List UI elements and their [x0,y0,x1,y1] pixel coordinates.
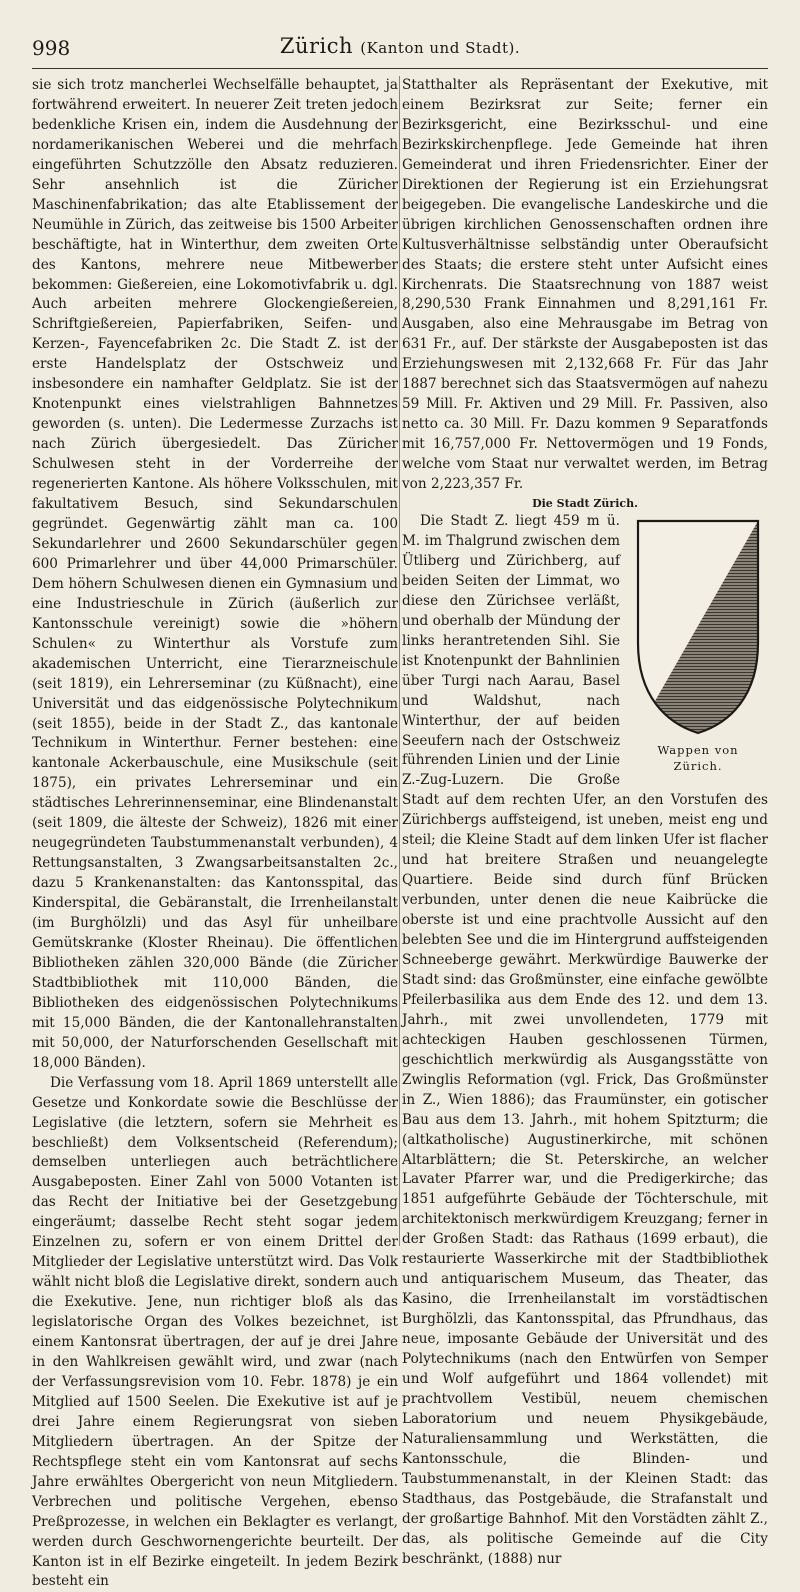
figure-caption-line-2: Zürich. [673,759,723,774]
right-column [402,76,768,1567]
zurich-coat-of-arms-icon [635,518,761,736]
section-heading: Die Stadt Zürich. [532,497,638,511]
coat-of-arms-figure [628,518,768,780]
left-column [32,76,398,1590]
right-paragraph-2: Die Stadt Z. liegt 459 m ü. M. im Thalgrund zwischen dem Ütliberg und Zürichberg, auf beiden Seiten der Limmat, wo diese den Zürichsee verläßt, und oberhalb der Mündung der links herantretenden Sihl. Sie ist Knotenpunkt der Bahnlinien über Turgi nach Aarau, Basel und Waldshut, nach Winterthur, der auf beiden Seeufern nach der Ostschweiz führenden Linien und der Linie Z.-Zug-Luzern. Die Große Stadt auf dem rechten Ufer, an den Vorstufen des Zürichbergs auffsteigend, ist uneben, meist eng und steil; die Kleine Stadt auf dem linken Ufer ist flacher und hat breitere Straßen und neuangelegte Quartiere. Beide sind durch fünf Brücken verbunden, unter denen die neue Kaibrücke die oberste ist und eine prachtvolle Aussicht auf den belebten See und die im Hintergrund auffsteigenden Schneeberge gewährt. Merkwürdige Bauwerke der Stadt sind: das Großmünster, eine einfache gewölbte Pfeilerbasilika aus dem Ende des 12. und dem 13. Jahrh., mit zwei unvollendeten, 1779 mit achteckigen Hauben geschlossenen Türmen, geschichtlich merkwürdig als Ausgangsstätte von Zwinglis Reformation (vgl. Frick, Das Großmünster in Z., Wien 1886); das Fraumünster, ein gotischer Bau aus dem 13. Jahrh., mit hohem Spitzturm; die (altkatholische) Augustinerkirche, mit schönen Altarblättern; die St. Peterskirche, an welcher Lavater Pfarrer war, und die Predigerkirche; das 1851 aufgeführte Gebäude der Töchterschule, mit architektonisch merkwürdigem Kreuzgang; ferner in der Großen Stadt: das Rathaus (1699 erbaut), die restaurierte Wasserkirche mit der Stadtbibliothek und antiquarischem Museum, das Theater, das Kasino, die Irrenheilanstalt im vorstädtischen Burghölzli, das Kantonsspital, das Pfrundhaus, das neue, imposante Gebäude der Universität und des Polytechnikums (nach den Entwürfen von Semper und Wolf aufgeführt und 1864 vollendet) mit prachtvollem Vestibül, neuem chemischen Laboratorium und neuem Physikgebäude, Naturaliensammlung und Werkstätten, die Kantonsschule, die Blinden- und Taubstummenanstalt, in der Kleinen Stadt: das Stadthaus, das Postgebäude, die Strafanstalt und der großartige Bahnhof. Mit den Vorstädten zählt Z., das, als politische Gemeinde auf die City beschränkt, (1888) nur [402,513,768,1567]
running-title-subtitle: (Kanton und Stadt). [360,39,521,57]
running-title-main: Zürich [279,34,354,58]
page-header [32,30,768,64]
running-title [32,34,768,58]
column-divider [399,76,400,1246]
figure-caption-line-1: Wappen von [657,743,739,758]
left-paragraph-2: Die Verfassung vom 18. April 1869 unterstellt alle Gesetze und Konkordate sowie die Beschlüsse der Legislative (die letztern, sofern sie Mehrheit es beschließt) dem Volksentscheid (Referendum); demselben unterliegen auch beträchtlichere Ausgabeposten. Einer Zahl von 5000 Votanten ist das Recht der Initiative bei der Gesetzgebung eingeräumt; dasselbe Recht steht sogar jedem Einzelnen zu, sofern er von einem Drittel der Mitglieder der Legislative unterstützt wird. Das Volk wählt nicht bloß die Legislative direkt, sondern auch die Exekutive. Jene, nun richtiger bloß als das legislatorische Organ des Volkes bezeichnet, ist einem Kantonsrat übertragen, der auf je drei Jahre in den Wahlkreisen gewählt wird, und zwar (nach der Verfassungsrevision vom 10. Febr. 1878) je ein Mitglied auf 1500 Seelen. Die Exekutive ist auf je drei Jahre einem Regierungsrat von sieben Mitgliedern übertragen. An der Spitze der Rechtspflege steht ein vom Kantonsrat auf sechs Jahre erwähltes Obergericht von neun Mitgliedern. Verbrechen und politische Vergehen, ebenso Preßprozesse, in welchen ein Beklagter es verlangt, werden durch Geschwornengerichte beurteilt. Der Kanton ist in elf Bezirke eingeteilt. In jedem Bezirk besteht ein [32,1074,398,1590]
left-paragraph-1: sie sich trotz mancherlei Wechselfälle behauptet, ja fortwährend erweitert. In neuerer Zeit treten jedoch bedenkliche Krisen ein, indem die Ausdehnung der nordamerikanischen Weberei und die mehrfach eingeführten Schutzzölle den Absatz reduzieren. Sehr ansehnlich ist die Züricher Maschinenfabrikation; das alte Etablissement der Neumühle in Zürich, das zeitweise bis 1500 Arbeiter beschäftigte, hat in Winterthur, dem zweiten Orte des Kantons, mehrere neue Mitbewerber bekommen: Gießereien, eine Lokomotivfabrik u. dgl. Auch arbeiten mehrere Glockengießereien, Schriftgießereien, Papierfabriken, Seifen- und Kerzen-, Fayencefabriken 2c. Die Stadt Z. ist der erste Handelsplatz der Ostschweiz und insbesondere ein namhafter Geldplatz. Sie ist der Knotenpunkt eines vielstrahligen Bahnnetzes geworden (s. unten). Die Ledermesse Zurzachs ist nach Zürich übergesiedelt. Das Züricher Schulwesen steht in der Vorderreihe der regenerierten Kantone. Als höhere Volksschulen, mit fakultativem Besuch, sind Sekundarschulen gegründet. Gegenwärtig zählt man ca. 100 Sekundarlehrer und 2600 Sekundarschüler gegen 600 Primarlehrer und über 44,000 Primarschüler. Dem höhern Schulwesen dienen ein Gymnasium und eine Industrieschule in Zürich (äußerlich zur Kantonsschule vereinigt) sowie die »höhern Schulen« zu Winterthur als Vorstufe zum akademischen Unterricht, eine Tierarzneischule (seit 1819), ein Lehrerseminar (zu Küßnacht), eine Universität und das eidgenössische Polytechnikum (seit 1855), beide in der Stadt Z., das kantonale Technikum in Winterthur. Ferner bestehen: eine kantonale Ackerbauschule, eine Musikschule (seit 1875), ein privates Lehrerseminar und ein städtisches Lehrerinnenseminar, eine Blindenanstalt (seit 1809, die älteste der Schweiz), 1826 mit einer neugegründeten Taubstummenanstalt verbunden), 4 Rettungsanstalten, 3 Zwangsarbeitsanstalten 2c., dazu 5 Krankenanstalten: das Kantonsspital, das Kinderspital, die Gebäranstalt, die Irrenheilanstalt (im Burghölzli) und das Asyl für unheilbare Gemütskranke (Kloster Rheinau). Die öffentlichen Bibliotheken zählen 320,000 Bände (die Züricher Stadtbibliothek mit 110,000 Bänden, die Bibliotheken des eidgenössischen Polytechnikums mit 15,000 Bänden, die der Kantonallehranstalten mit 50,000, der Naturforschenden Gesellschaft mit 18,000 Bänden). [32,77,398,1071]
page-number: 998 [32,36,71,60]
figure-caption [628,742,768,774]
right-paragraph-1: Statthalter als Repräsentant der Exekutive, mit einem Bezirksrat zur Seite; ferner ein Bezirksgericht, eine Bezirksschul- und eine Bezirkskirchenpflege. Jede Gemeinde hat ihren Gemeinderat und ihren Friedensrichter. Einer der Direktionen der Regierung ist ein Erziehungsrat beigegeben. Die evangelische Landeskirche und die übrigen kirchlichen Genossenschaften ordnen ihre Kultusverhältnisse selbständig unter Oberaufsicht des Staats; die erstere steht unter Aufsicht eines Kirchenrats. Die Staatsrechnung von 1887 weist 8,290,530 Frank Einnahmen und 8,291,161 Fr. Ausgaben, also eine Mehrausgabe im Betrag von 631 Fr., auf. Der stärkste der Ausgabeposten ist das Erziehungswesen mit 2,132,668 Fr. Für das Jahr 1887 berechnet sich das Staatsvermögen auf nahezu 59 Mill. Fr. Aktiven und 29 Mill. Fr. Passiven, also netto ca. 30 Mill. Fr. Dazu kommen 9 Separatfonds mit 16,757,000 Fr. Nettovermögen und 19 Fonds, welche vom Staat nur verwaltet werden, im Betrag von 2,223,357 Fr. [402,77,768,493]
header-rule [32,68,768,69]
